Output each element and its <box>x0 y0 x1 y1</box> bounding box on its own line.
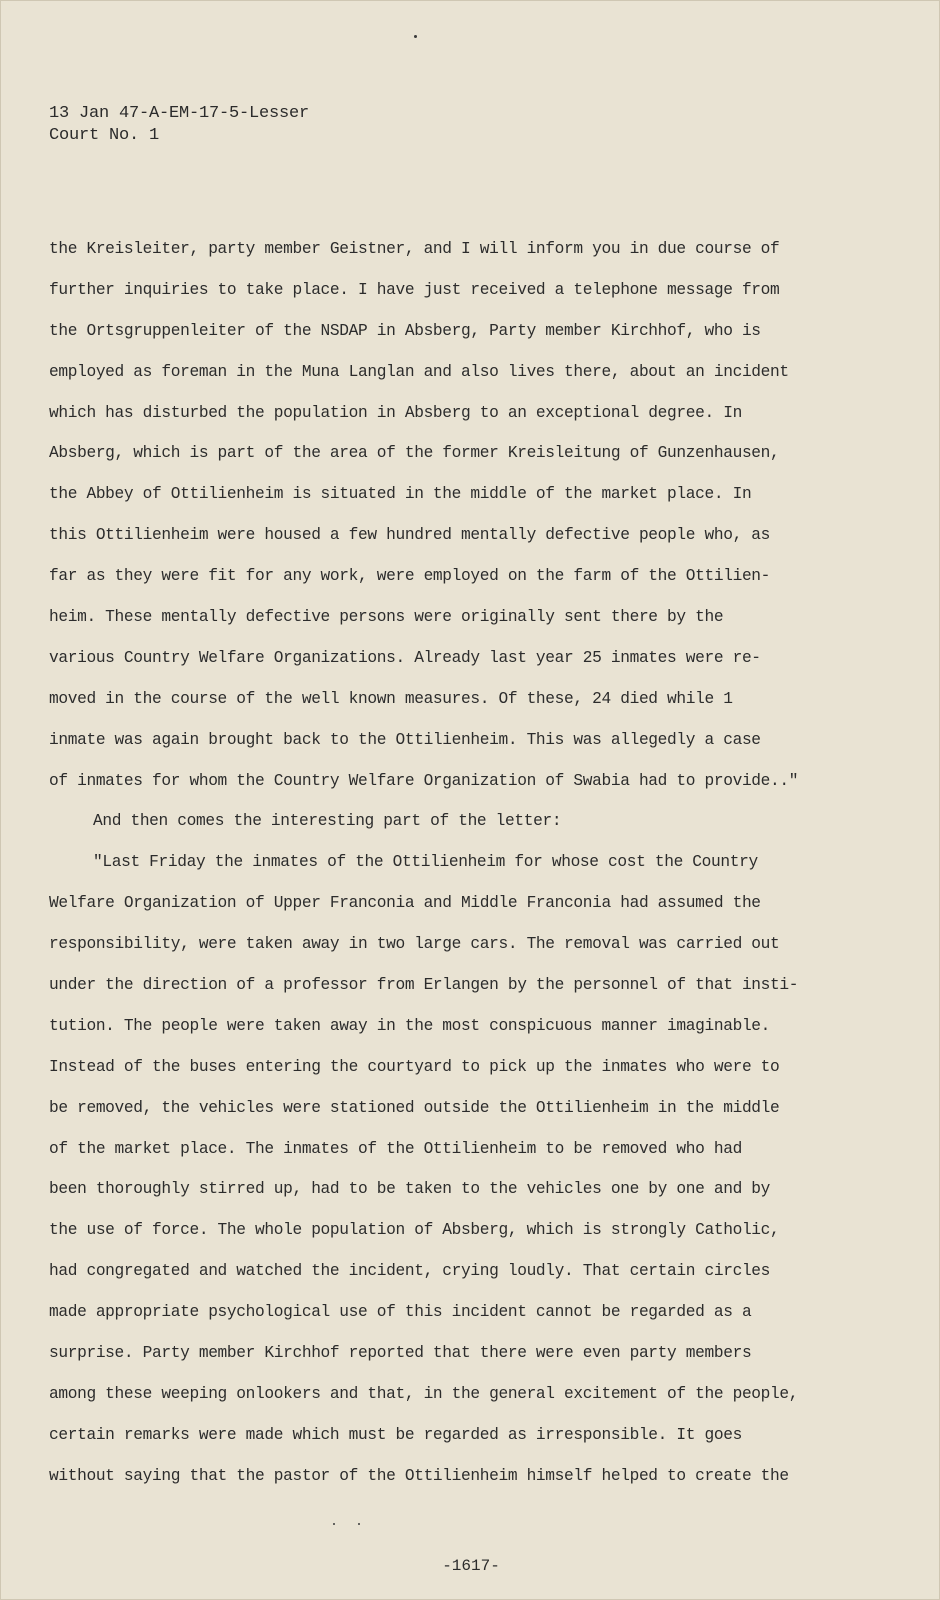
text-line: been thoroughly stirred up, had to be taken to the vehicles one by one and by <box>49 1180 771 1199</box>
paper-speck <box>414 35 417 38</box>
paper-speck <box>358 1523 360 1525</box>
text-line: among these weeping onlookers and that, in the general excitement of the people, <box>49 1384 799 1403</box>
text-line: Instead of the buses entering the courtyard to pick up the inmates who were to <box>49 1057 780 1076</box>
paper-speck <box>333 1523 335 1525</box>
text-line: responsibility, were taken away in two large cars. The removal was carried out <box>49 935 780 954</box>
text-line: "Last Friday the inmates of the Ottilienheim for whose cost the Country <box>93 853 758 872</box>
text-line: made appropriate psychological use of this incident cannot be regarded as a <box>49 1303 752 1322</box>
document-header <box>49 103 309 147</box>
text-line: the Abbey of Ottilienheim is situated in the middle of the market place. In <box>49 485 752 504</box>
text-line: moved in the course of the well known measures. Of these, 24 died while 1 <box>49 689 733 708</box>
text-line: without saying that the pastor of the Ottilienheim himself helped to create the <box>49 1466 789 1485</box>
transcript-body <box>49 229 899 1497</box>
text-line: the Kreisleiter, party member Geistner, and I will inform you in due course of <box>49 240 780 258</box>
text-line: which has disturbed the population in Absberg to an exceptional degree. In <box>49 403 742 422</box>
text-line: And then comes the interesting part of the letter: <box>93 812 562 831</box>
text-line: be removed, the vehicles were stationed outside the Ottilienheim in the middle <box>49 1098 780 1117</box>
text-line: under the direction of a professor from Erlangen by the personnel of that insti- <box>49 976 799 995</box>
text-line: various Country Welfare Organizations. Already last year 25 inmates were re- <box>49 648 761 667</box>
text-line: heim. These mentally defective persons were originally sent there by the <box>49 608 724 627</box>
text-line: tution. The people were taken away in the most conspicuous manner imaginable. <box>49 1016 771 1035</box>
text-line: of inmates for whom the Country Welfare Organization of Swabia had to provide.." <box>49 771 799 790</box>
text-line: inmate was again brought back to the Ottilienheim. This was allegedly a case <box>49 730 761 749</box>
text-line: far as they were fit for any work, were employed on the farm of the Ottilien- <box>49 567 771 586</box>
court-number: Court No. 1 <box>49 126 160 145</box>
text-line: Welfare Organization of Upper Franconia and Middle Franconia had assumed the <box>49 894 761 913</box>
text-line: the Ortsgruppenleiter of the NSDAP in Absberg, Party member Kirchhof, who is <box>49 321 761 340</box>
text-line: of the market place. The inmates of the Ottilienheim to be removed who had <box>49 1139 742 1158</box>
case-reference: 13 Jan 47-A-EM-17-5-Lesser <box>49 104 310 123</box>
text-line: had congregated and watched the incident, crying loudly. That certain circles <box>49 1262 771 1281</box>
text-line: the use of force. The whole population of Absberg, which is strongly Catholic, <box>49 1221 780 1240</box>
text-line: certain remarks were made which must be regarded as irresponsible. It goes <box>49 1425 742 1444</box>
text-line: further inquiries to take place. I have just received a telephone message from <box>49 280 780 299</box>
text-line: employed as foreman in the Muna Langlan and also lives there, about an incident <box>49 362 789 381</box>
text-line: Absberg, which is part of the area of the former Kreisleitung of Gunzenhausen, <box>49 444 780 463</box>
text-line: this Ottilienheim were housed a few hundred mentally defective people who, as <box>49 526 771 545</box>
text-line: surprise. Party member Kirchhof reported that there were even party members <box>49 1344 752 1363</box>
page-number: -1617- <box>442 1557 500 1575</box>
